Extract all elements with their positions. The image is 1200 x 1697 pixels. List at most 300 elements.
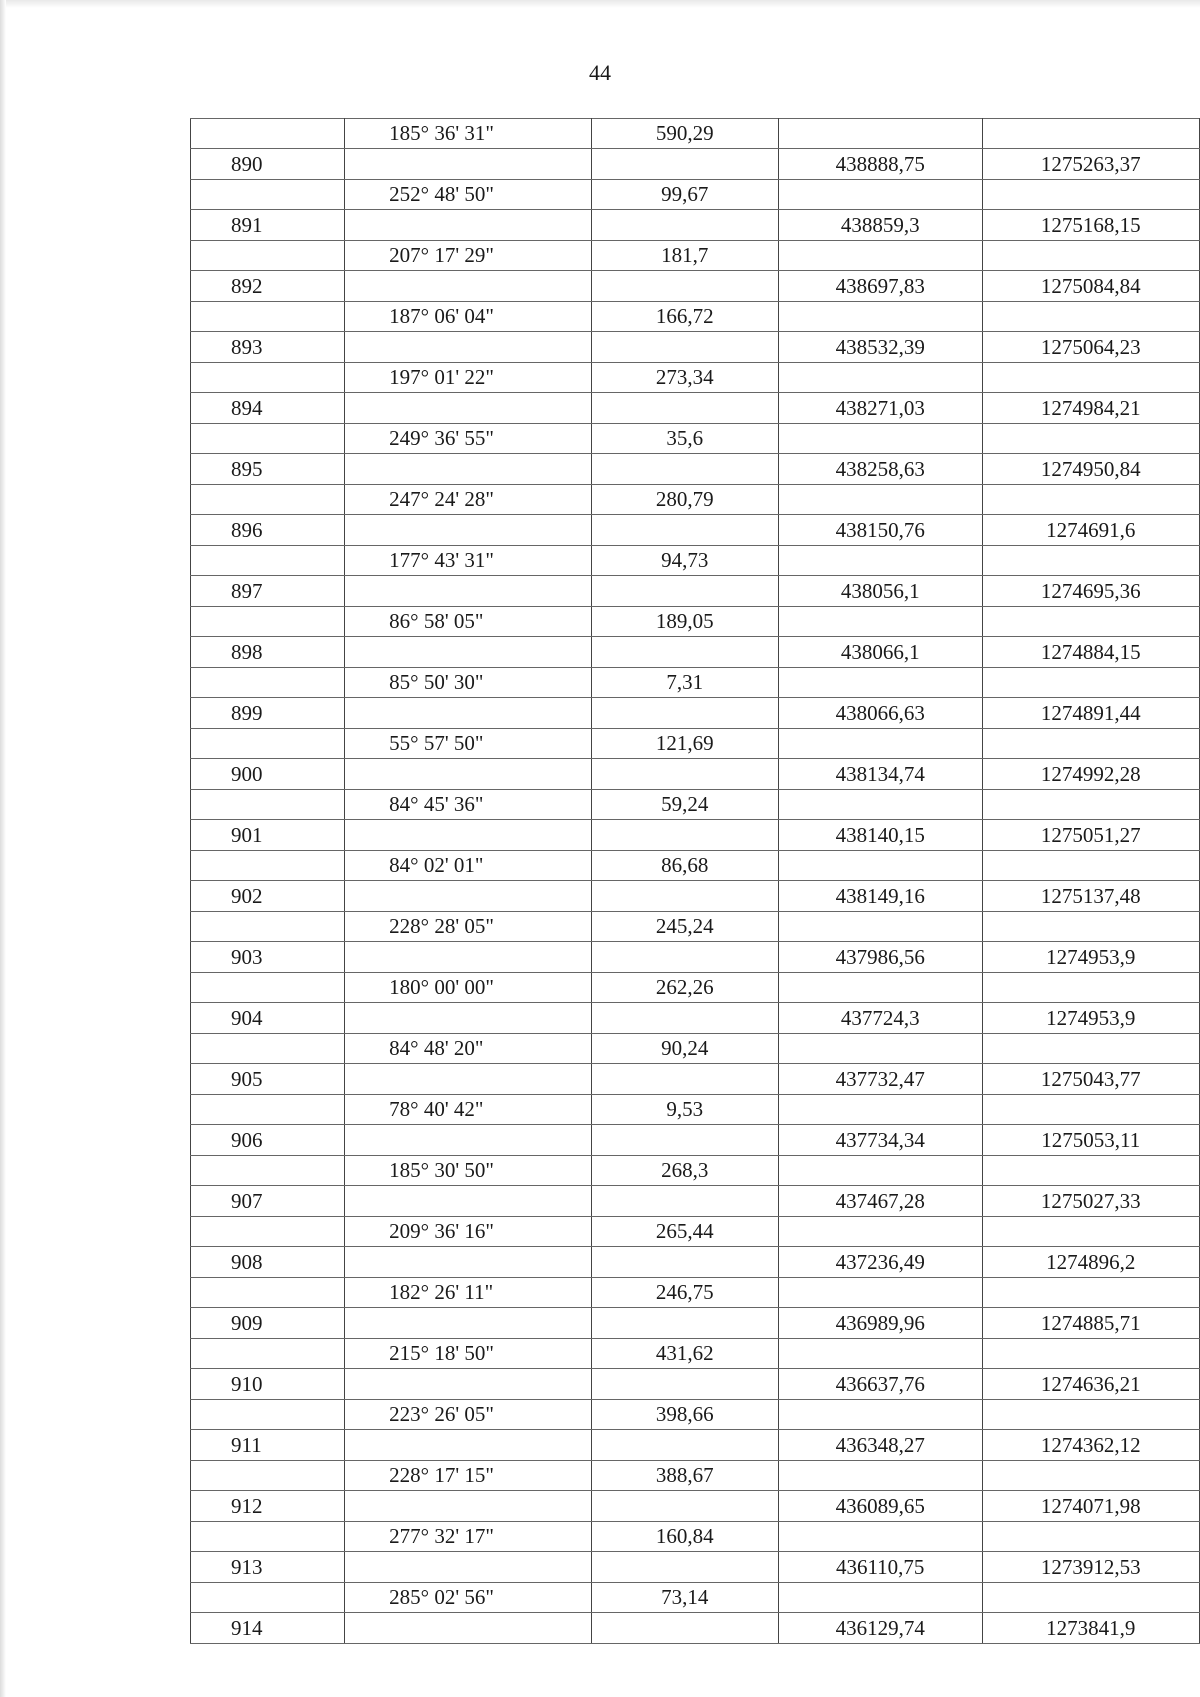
point-number-cell <box>191 851 345 881</box>
y-coordinate-cell <box>982 607 1199 637</box>
y-coordinate-cell <box>982 1217 1199 1247</box>
x-coordinate-cell <box>778 1461 982 1491</box>
distance-cell <box>591 210 778 241</box>
point-row <box>191 637 1200 668</box>
distance-cell <box>591 332 778 363</box>
y-coordinate-cell <box>982 912 1199 942</box>
distance-cell <box>591 759 778 790</box>
segment-row <box>191 1217 1200 1247</box>
point-row <box>191 1064 1200 1095</box>
segment-row <box>191 1095 1200 1125</box>
point-row <box>191 332 1200 363</box>
y-coordinate-cell <box>982 302 1199 332</box>
point-number-cell <box>191 1034 345 1064</box>
point-number-cell: 912 <box>191 1491 345 1522</box>
y-coordinate-cell: 1275263,37 <box>982 149 1199 180</box>
point-row <box>191 1186 1200 1217</box>
point-number-cell: 894 <box>191 393 345 424</box>
distance-cell: 280,79 <box>591 485 778 515</box>
y-coordinate-cell: 1273841,9 <box>982 1613 1199 1644</box>
point-number-cell: 905 <box>191 1064 345 1095</box>
x-coordinate-cell <box>778 1156 982 1186</box>
distance-cell <box>591 149 778 180</box>
scan-left-edge <box>0 0 6 1697</box>
point-number-cell <box>191 790 345 820</box>
distance-cell <box>591 515 778 546</box>
x-coordinate-cell: 436129,74 <box>778 1613 982 1644</box>
y-coordinate-cell <box>982 1278 1199 1308</box>
direction-angle-cell: 209° 36' 16" <box>345 1217 592 1247</box>
point-number-cell: 909 <box>191 1308 345 1339</box>
x-coordinate-cell <box>778 790 982 820</box>
direction-angle-cell: 215° 18' 50" <box>345 1339 592 1369</box>
x-coordinate-cell: 436989,96 <box>778 1308 982 1339</box>
segment-row <box>191 241 1200 271</box>
direction-angle-cell: 84° 45' 36" <box>345 790 592 820</box>
x-coordinate-cell: 437986,56 <box>778 942 982 973</box>
y-coordinate-cell <box>982 729 1199 759</box>
x-coordinate-cell <box>778 607 982 637</box>
point-row <box>191 1003 1200 1034</box>
distance-cell <box>591 1003 778 1034</box>
direction-angle-cell <box>345 881 592 912</box>
point-number-cell: 897 <box>191 576 345 607</box>
segment-row <box>191 912 1200 942</box>
y-coordinate-cell: 1275051,27 <box>982 820 1199 851</box>
direction-angle-cell: 285° 02' 56" <box>345 1583 592 1613</box>
direction-angle-cell: 85° 50' 30" <box>345 668 592 698</box>
x-coordinate-cell <box>778 485 982 515</box>
direction-angle-cell: 185° 30' 50" <box>345 1156 592 1186</box>
distance-cell <box>591 1613 778 1644</box>
point-row <box>191 149 1200 180</box>
distance-cell <box>591 1369 778 1400</box>
point-number-cell <box>191 668 345 698</box>
distance-cell <box>591 1064 778 1095</box>
point-number-cell: 895 <box>191 454 345 485</box>
direction-angle-cell: 187° 06' 04" <box>345 302 592 332</box>
point-row <box>191 820 1200 851</box>
page-number: 44 <box>589 60 611 85</box>
distance-cell: 73,14 <box>591 1583 778 1613</box>
y-coordinate-cell: 1274362,12 <box>982 1430 1199 1461</box>
distance-cell: 7,31 <box>591 668 778 698</box>
x-coordinate-cell: 438140,15 <box>778 820 982 851</box>
point-number-cell: 903 <box>191 942 345 973</box>
direction-angle-cell <box>345 637 592 668</box>
x-coordinate-cell: 438066,1 <box>778 637 982 668</box>
direction-angle-cell <box>345 393 592 424</box>
point-number-cell: 902 <box>191 881 345 912</box>
distance-cell: 99,67 <box>591 180 778 210</box>
x-coordinate-cell <box>778 241 982 271</box>
segment-row <box>191 1400 1200 1430</box>
scan-top-edge <box>0 0 1200 8</box>
distance-cell <box>591 271 778 302</box>
x-coordinate-cell: 436110,75 <box>778 1552 982 1583</box>
point-number-cell: 893 <box>191 332 345 363</box>
distance-cell <box>591 1430 778 1461</box>
direction-angle-cell: 252° 48' 50" <box>345 180 592 210</box>
x-coordinate-cell: 436089,65 <box>778 1491 982 1522</box>
point-number-cell <box>191 1095 345 1125</box>
x-coordinate-cell: 438149,16 <box>778 881 982 912</box>
x-coordinate-cell: 437724,3 <box>778 1003 982 1034</box>
point-row <box>191 1613 1200 1644</box>
point-number-cell: 910 <box>191 1369 345 1400</box>
y-coordinate-cell: 1274992,28 <box>982 759 1199 790</box>
direction-angle-cell <box>345 1247 592 1278</box>
direction-angle-cell <box>345 1064 592 1095</box>
y-coordinate-cell <box>982 363 1199 393</box>
distance-cell: 590,29 <box>591 119 778 149</box>
y-coordinate-cell <box>982 241 1199 271</box>
distance-cell: 265,44 <box>591 1217 778 1247</box>
point-number-cell <box>191 241 345 271</box>
distance-cell <box>591 1125 778 1156</box>
x-coordinate-cell <box>778 119 982 149</box>
y-coordinate-cell <box>982 1461 1199 1491</box>
y-coordinate-cell: 1274891,44 <box>982 698 1199 729</box>
direction-angle-cell: 182° 26' 11" <box>345 1278 592 1308</box>
direction-angle-cell <box>345 454 592 485</box>
y-coordinate-cell <box>982 1583 1199 1613</box>
x-coordinate-cell <box>778 363 982 393</box>
y-coordinate-cell: 1274953,9 <box>982 1003 1199 1034</box>
direction-angle-cell <box>345 942 592 973</box>
y-coordinate-cell <box>982 851 1199 881</box>
y-coordinate-cell <box>982 546 1199 576</box>
direction-angle-cell <box>345 210 592 241</box>
x-coordinate-cell: 438150,76 <box>778 515 982 546</box>
x-coordinate-cell: 436637,76 <box>778 1369 982 1400</box>
direction-angle-cell <box>345 332 592 363</box>
point-row <box>191 454 1200 485</box>
point-number-cell: 911 <box>191 1430 345 1461</box>
point-number-cell <box>191 424 345 454</box>
point-row <box>191 1552 1200 1583</box>
point-number-cell: 896 <box>191 515 345 546</box>
y-coordinate-cell: 1274071,98 <box>982 1491 1199 1522</box>
x-coordinate-cell <box>778 851 982 881</box>
segment-row <box>191 1339 1200 1369</box>
y-coordinate-cell: 1274884,15 <box>982 637 1199 668</box>
y-coordinate-cell: 1275168,15 <box>982 210 1199 241</box>
x-coordinate-cell <box>778 912 982 942</box>
point-number-cell: 907 <box>191 1186 345 1217</box>
y-coordinate-cell <box>982 1400 1199 1430</box>
segment-row <box>191 1522 1200 1552</box>
point-number-cell <box>191 1400 345 1430</box>
distance-cell: 246,75 <box>591 1278 778 1308</box>
point-row <box>191 1369 1200 1400</box>
x-coordinate-cell: 438532,39 <box>778 332 982 363</box>
x-coordinate-cell: 438271,03 <box>778 393 982 424</box>
point-row <box>191 1491 1200 1522</box>
point-number-cell <box>191 1156 345 1186</box>
y-coordinate-cell: 1273912,53 <box>982 1552 1199 1583</box>
direction-angle-cell <box>345 1186 592 1217</box>
point-number-cell <box>191 180 345 210</box>
point-number-cell: 899 <box>191 698 345 729</box>
y-coordinate-cell <box>982 1156 1199 1186</box>
distance-cell <box>591 576 778 607</box>
y-coordinate-cell <box>982 180 1199 210</box>
point-number-cell: 908 <box>191 1247 345 1278</box>
segment-row <box>191 1156 1200 1186</box>
point-row <box>191 1125 1200 1156</box>
point-number-cell: 913 <box>191 1552 345 1583</box>
y-coordinate-cell <box>982 485 1199 515</box>
direction-angle-cell: 177° 43' 31" <box>345 546 592 576</box>
x-coordinate-cell <box>778 1095 982 1125</box>
point-row <box>191 210 1200 241</box>
y-coordinate-cell <box>982 973 1199 1003</box>
point-number-cell: 892 <box>191 271 345 302</box>
segment-row <box>191 180 1200 210</box>
direction-angle-cell: 223° 26' 05" <box>345 1400 592 1430</box>
y-coordinate-cell: 1274950,84 <box>982 454 1199 485</box>
point-number-cell <box>191 546 345 576</box>
distance-cell <box>591 393 778 424</box>
point-number-cell <box>191 363 345 393</box>
coordinates-table <box>190 118 1200 1644</box>
distance-cell: 86,68 <box>591 851 778 881</box>
distance-cell <box>591 637 778 668</box>
x-coordinate-cell <box>778 1339 982 1369</box>
segment-row <box>191 546 1200 576</box>
point-number-cell <box>191 607 345 637</box>
distance-cell: 268,3 <box>591 1156 778 1186</box>
point-number-cell <box>191 302 345 332</box>
direction-angle-cell <box>345 576 592 607</box>
segment-row <box>191 729 1200 759</box>
segment-row <box>191 1278 1200 1308</box>
direction-angle-cell <box>345 1613 592 1644</box>
distance-cell: 166,72 <box>591 302 778 332</box>
direction-angle-cell <box>345 820 592 851</box>
distance-cell: 121,69 <box>591 729 778 759</box>
distance-cell: 245,24 <box>591 912 778 942</box>
direction-angle-cell: 228° 17' 15" <box>345 1461 592 1491</box>
x-coordinate-cell <box>778 546 982 576</box>
direction-angle-cell <box>345 1369 592 1400</box>
direction-angle-cell: 228° 28' 05" <box>345 912 592 942</box>
x-coordinate-cell <box>778 668 982 698</box>
point-number-cell <box>191 1583 345 1613</box>
direction-angle-cell <box>345 1003 592 1034</box>
y-coordinate-cell: 1274636,21 <box>982 1369 1199 1400</box>
direction-angle-cell: 84° 02' 01" <box>345 851 592 881</box>
y-coordinate-cell <box>982 1339 1199 1369</box>
direction-angle-cell <box>345 1552 592 1583</box>
distance-cell: 388,67 <box>591 1461 778 1491</box>
point-number-cell: 900 <box>191 759 345 790</box>
y-coordinate-cell <box>982 119 1199 149</box>
direction-angle-cell <box>345 1125 592 1156</box>
direction-angle-cell: 78° 40' 42" <box>345 1095 592 1125</box>
direction-angle-cell <box>345 1491 592 1522</box>
segment-row <box>191 119 1200 149</box>
point-number-cell: 906 <box>191 1125 345 1156</box>
distance-cell: 431,62 <box>591 1339 778 1369</box>
point-number-cell: 898 <box>191 637 345 668</box>
x-coordinate-cell <box>778 1034 982 1064</box>
y-coordinate-cell: 1274953,9 <box>982 942 1199 973</box>
x-coordinate-cell: 437467,28 <box>778 1186 982 1217</box>
point-row <box>191 271 1200 302</box>
point-row <box>191 881 1200 912</box>
direction-angle-cell: 247° 24' 28" <box>345 485 592 515</box>
direction-angle-cell: 197° 01' 22" <box>345 363 592 393</box>
segment-row <box>191 851 1200 881</box>
y-coordinate-cell <box>982 424 1199 454</box>
point-number-cell <box>191 1278 345 1308</box>
y-coordinate-cell: 1275053,11 <box>982 1125 1199 1156</box>
distance-cell: 273,34 <box>591 363 778 393</box>
point-number-cell <box>191 1217 345 1247</box>
distance-cell <box>591 1308 778 1339</box>
distance-cell: 262,26 <box>591 973 778 1003</box>
segment-row <box>191 363 1200 393</box>
y-coordinate-cell: 1275027,33 <box>982 1186 1199 1217</box>
point-number-cell <box>191 973 345 1003</box>
point-number-cell <box>191 1522 345 1552</box>
distance-cell <box>591 942 778 973</box>
point-number-cell: 904 <box>191 1003 345 1034</box>
distance-cell: 398,66 <box>591 1400 778 1430</box>
y-coordinate-cell: 1275043,77 <box>982 1064 1199 1095</box>
distance-cell <box>591 1491 778 1522</box>
distance-cell: 90,24 <box>591 1034 778 1064</box>
y-coordinate-cell: 1275137,48 <box>982 881 1199 912</box>
point-row <box>191 1247 1200 1278</box>
direction-angle-cell: 207° 17' 29" <box>345 241 592 271</box>
segment-row <box>191 424 1200 454</box>
point-row <box>191 1308 1200 1339</box>
direction-angle-cell: 185° 36' 31" <box>345 119 592 149</box>
x-coordinate-cell <box>778 302 982 332</box>
distance-cell: 189,05 <box>591 607 778 637</box>
distance-cell: 94,73 <box>591 546 778 576</box>
x-coordinate-cell <box>778 1217 982 1247</box>
segment-row <box>191 607 1200 637</box>
y-coordinate-cell <box>982 1095 1199 1125</box>
point-number-cell: 891 <box>191 210 345 241</box>
point-number-cell <box>191 729 345 759</box>
segment-row <box>191 302 1200 332</box>
distance-cell <box>591 698 778 729</box>
segment-row <box>191 668 1200 698</box>
direction-angle-cell <box>345 149 592 180</box>
x-coordinate-cell: 436348,27 <box>778 1430 982 1461</box>
x-coordinate-cell: 438859,3 <box>778 210 982 241</box>
distance-cell <box>591 1186 778 1217</box>
segment-row <box>191 1461 1200 1491</box>
direction-angle-cell <box>345 1430 592 1461</box>
distance-cell: 9,53 <box>591 1095 778 1125</box>
y-coordinate-cell <box>982 1034 1199 1064</box>
point-row <box>191 393 1200 424</box>
y-coordinate-cell <box>982 790 1199 820</box>
x-coordinate-cell <box>778 1583 982 1613</box>
direction-angle-cell <box>345 271 592 302</box>
x-coordinate-cell <box>778 180 982 210</box>
direction-angle-cell: 84° 48' 20" <box>345 1034 592 1064</box>
segment-row <box>191 973 1200 1003</box>
point-number-cell <box>191 912 345 942</box>
point-number-cell: 901 <box>191 820 345 851</box>
direction-angle-cell: 180° 00' 00" <box>345 973 592 1003</box>
direction-angle-cell: 249° 36' 55" <box>345 424 592 454</box>
point-row <box>191 576 1200 607</box>
x-coordinate-cell <box>778 424 982 454</box>
y-coordinate-cell <box>982 1522 1199 1552</box>
distance-cell <box>591 881 778 912</box>
point-row <box>191 759 1200 790</box>
x-coordinate-cell: 437734,34 <box>778 1125 982 1156</box>
x-coordinate-cell: 438888,75 <box>778 149 982 180</box>
direction-angle-cell <box>345 1308 592 1339</box>
segment-row <box>191 1034 1200 1064</box>
x-coordinate-cell <box>778 1522 982 1552</box>
x-coordinate-cell: 438258,63 <box>778 454 982 485</box>
x-coordinate-cell <box>778 1278 982 1308</box>
direction-angle-cell <box>345 759 592 790</box>
point-row <box>191 698 1200 729</box>
point-number-cell <box>191 119 345 149</box>
point-number-cell: 914 <box>191 1613 345 1644</box>
y-coordinate-cell: 1275084,84 <box>982 271 1199 302</box>
segment-row <box>191 1583 1200 1613</box>
distance-cell: 160,84 <box>591 1522 778 1552</box>
distance-cell <box>591 820 778 851</box>
direction-angle-cell <box>345 515 592 546</box>
y-coordinate-cell: 1274695,36 <box>982 576 1199 607</box>
segment-row <box>191 485 1200 515</box>
direction-angle-cell: 277° 32' 17" <box>345 1522 592 1552</box>
point-row <box>191 942 1200 973</box>
direction-angle-cell: 55° 57' 50" <box>345 729 592 759</box>
x-coordinate-cell <box>778 729 982 759</box>
y-coordinate-cell: 1274885,71 <box>982 1308 1199 1339</box>
point-row <box>191 1430 1200 1461</box>
x-coordinate-cell <box>778 1400 982 1430</box>
y-coordinate-cell: 1274896,2 <box>982 1247 1199 1278</box>
x-coordinate-cell: 438056,1 <box>778 576 982 607</box>
distance-cell <box>591 1552 778 1583</box>
x-coordinate-cell: 437236,49 <box>778 1247 982 1278</box>
x-coordinate-cell: 437732,47 <box>778 1064 982 1095</box>
point-number-cell <box>191 1461 345 1491</box>
y-coordinate-cell: 1274984,21 <box>982 393 1199 424</box>
coordinates-table-body <box>191 119 1200 1644</box>
direction-angle-cell <box>345 698 592 729</box>
point-number-cell <box>191 485 345 515</box>
distance-cell: 181,7 <box>591 241 778 271</box>
segment-row <box>191 790 1200 820</box>
y-coordinate-cell: 1275064,23 <box>982 332 1199 363</box>
point-number-cell <box>191 1339 345 1369</box>
point-number-cell: 890 <box>191 149 345 180</box>
distance-cell <box>591 454 778 485</box>
y-coordinate-cell: 1274691,6 <box>982 515 1199 546</box>
y-coordinate-cell <box>982 668 1199 698</box>
x-coordinate-cell: 438134,74 <box>778 759 982 790</box>
x-coordinate-cell: 438066,63 <box>778 698 982 729</box>
distance-cell: 35,6 <box>591 424 778 454</box>
point-row <box>191 515 1200 546</box>
